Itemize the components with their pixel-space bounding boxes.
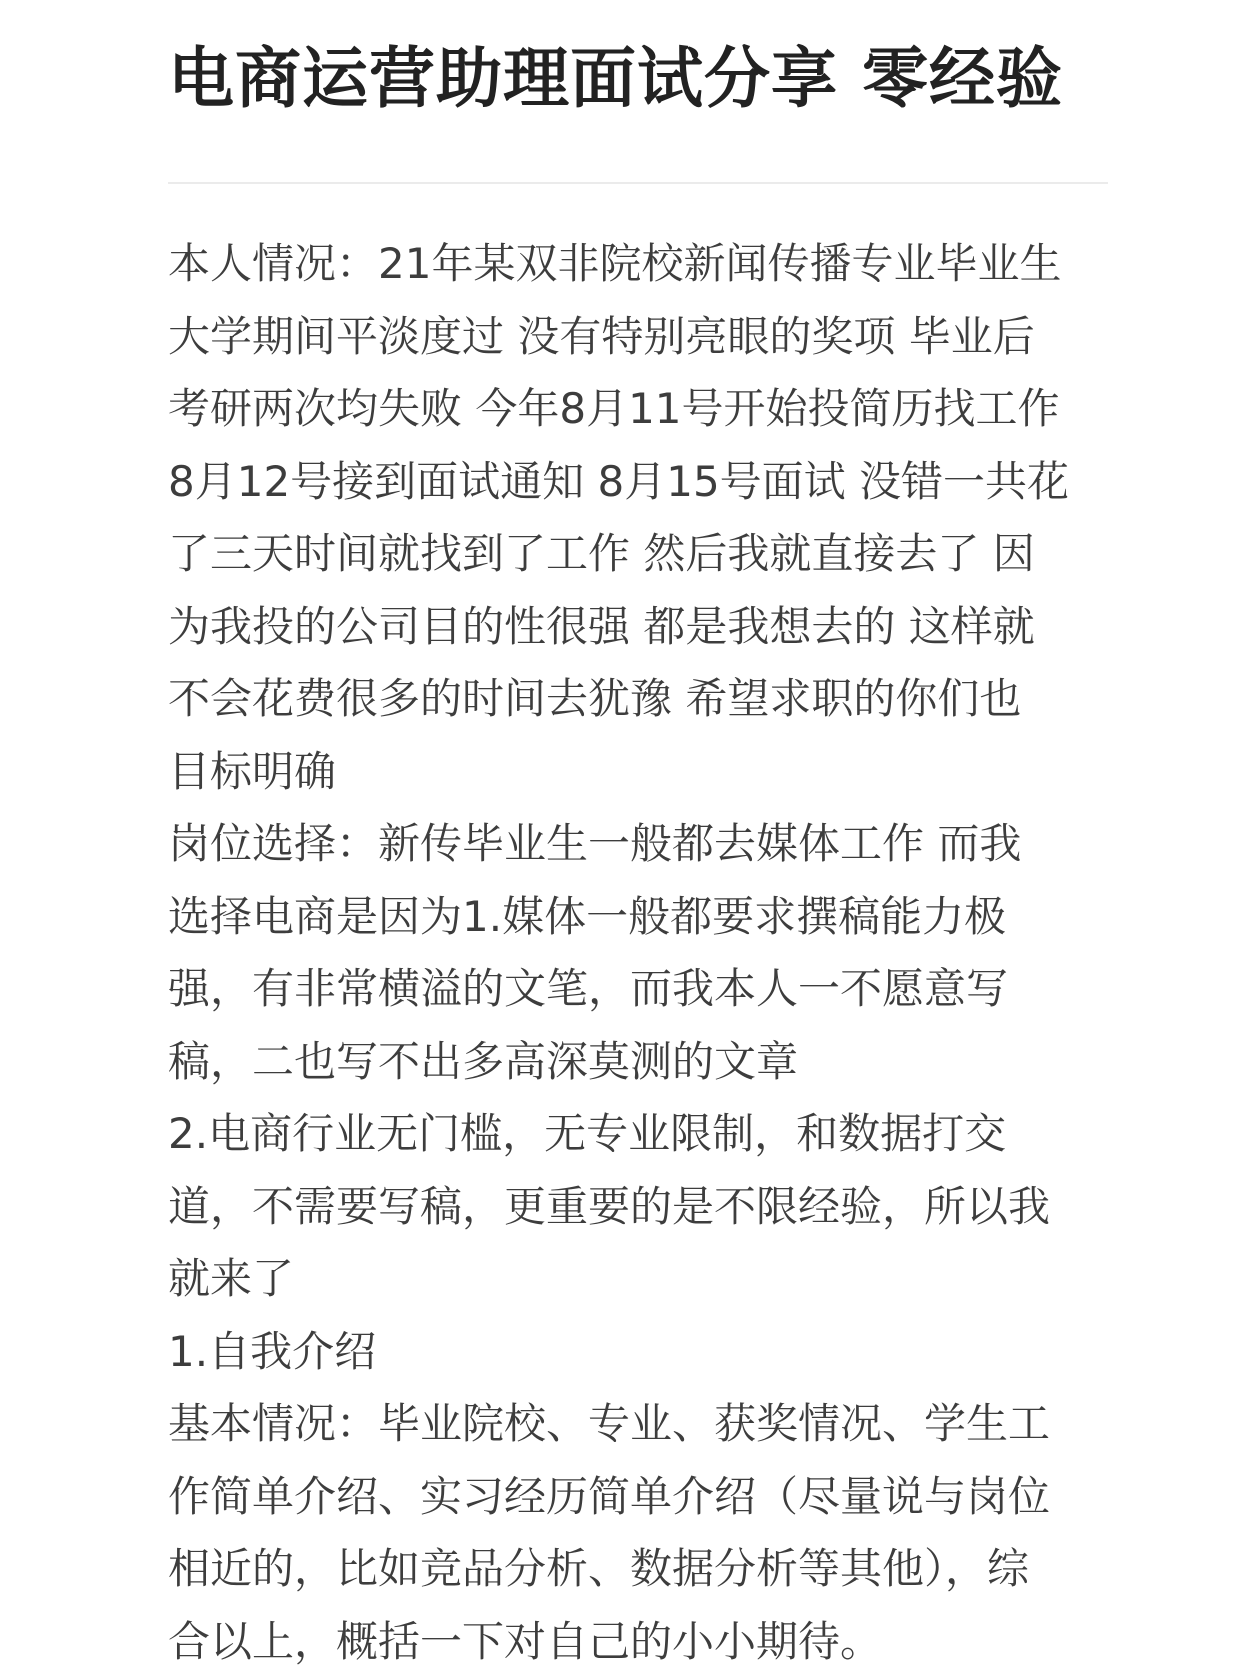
- body-line: 道，不需要写稿，更重要的是不限经验，所以我: [168, 1181, 1051, 1231]
- body-line: 目标明确: [168, 746, 337, 796]
- article-title: 电商运营助理面试分享 零经验: [168, 40, 1063, 117]
- body-line: 考研两次均失败 今年8月11号开始投简历找工作: [168, 384, 1060, 433]
- body-line: 就来了: [168, 1254, 295, 1303]
- body-line: 合以上，概括一下对自己的小小期待。: [168, 1616, 883, 1666]
- body-line: 1.自我介绍: [168, 1326, 377, 1376]
- body-line: 大学期间平淡度过 没有特别亮眼的奖项 毕业后: [168, 311, 1035, 361]
- body-line: 作简单介绍、实习经历简单介绍（尽量说与岗位: [168, 1471, 1051, 1521]
- body-line: 基本情况：毕业院校、专业、获奖情况、学生工: [168, 1399, 1051, 1448]
- body-line: 2.电商行业无门槛，无专业限制，和数据打交: [168, 1109, 1007, 1158]
- body-line: 岗位选择：新传毕业生一般都去媒体工作 而我: [168, 819, 1022, 868]
- article: [168, 0, 1108, 1666]
- body-line: 强，有非常横溢的文笔，而我本人一不愿意写: [168, 964, 1009, 1013]
- body-line: 稿，二也写不出多高深莫测的文章: [168, 1036, 799, 1086]
- body-line: 了三天时间就找到了工作 然后我就直接去了 因: [168, 529, 1035, 578]
- body-line: 本人情况：21年某双非院校新闻传播专业毕业生: [168, 239, 1062, 288]
- body-line: 选择电商是因为1.媒体一般都要求撰稿能力极: [168, 891, 1007, 941]
- body-line: 8月12号接到面试通知 8月15号面试 没错一共花: [168, 456, 1070, 506]
- body-line: 相近的，比如竞品分析、数据分析等其他），综: [168, 1544, 1030, 1593]
- title-divider: [168, 182, 1108, 184]
- body-line: 不会花费很多的时间去犹豫 希望求职的你们也: [168, 674, 1022, 723]
- article-body: [168, 228, 1108, 1678]
- body-line: 为我投的公司目的性很强 都是我想去的 这样就: [168, 601, 1035, 651]
